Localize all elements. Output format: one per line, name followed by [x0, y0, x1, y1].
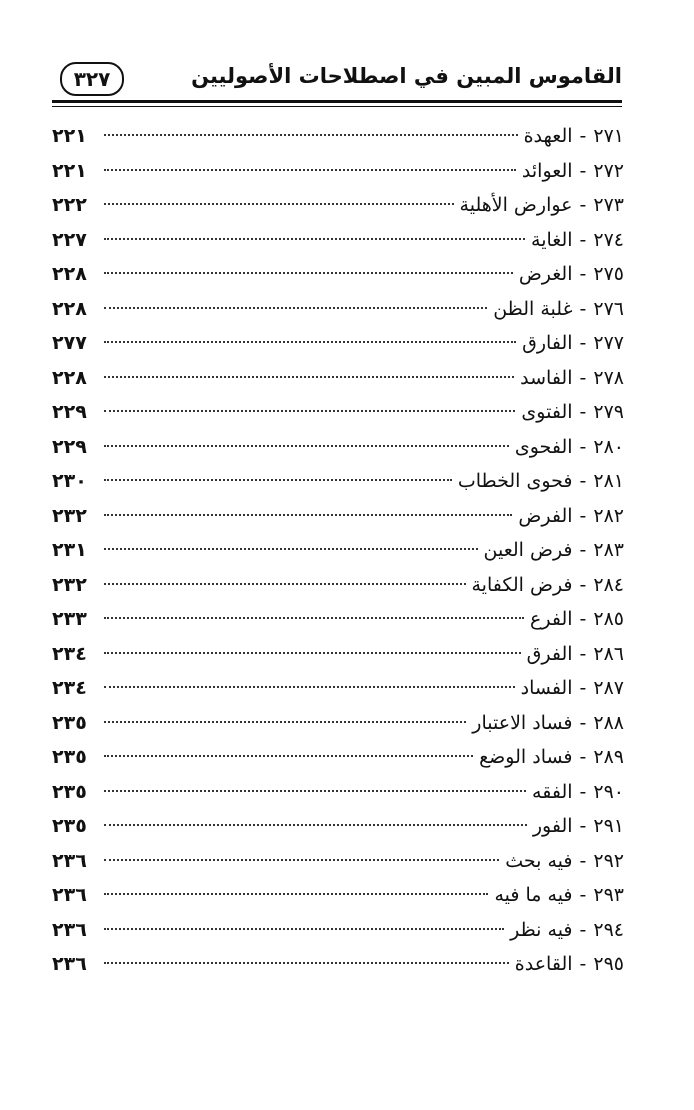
entry-term: عوارض الأهلية [459, 194, 573, 216]
toc-entry [52, 643, 624, 678]
toc-entry [52, 332, 624, 367]
entry-page-number: ٢٣٣ [52, 608, 87, 630]
entry-page-number: ٢٣٦ [52, 849, 87, 872]
entry-term: فرض الكفاية [471, 573, 573, 596]
entry-dash: ‐ [579, 642, 587, 665]
toc-entry [52, 919, 624, 954]
dot-leader [104, 652, 521, 654]
dot-leader [104, 514, 512, 516]
entry-page-number: ٢٢٧ [52, 228, 87, 251]
entry-number: ٢٩٥ [593, 953, 624, 975]
entry-page-number: ٢٣٥ [52, 815, 87, 837]
entry-page-number: ٢٢٨ [52, 366, 87, 389]
entry-number: ٢٧٨ [593, 366, 624, 389]
entry-page-number: ٢٢٨ [52, 297, 87, 320]
entry-dash: ‐ [579, 435, 587, 458]
toc-entry [52, 436, 624, 471]
entry-number: ٢٧٥ [593, 263, 624, 285]
entry-dash: ‐ [579, 159, 587, 182]
table-of-contents [52, 125, 624, 988]
entry-dash: ‐ [579, 849, 587, 872]
entry-term: غلبة الظن [493, 297, 573, 320]
entry-number: ٢٨٦ [593, 642, 624, 665]
dot-leader [104, 376, 514, 378]
dot-leader [104, 341, 516, 343]
entry-page-number: ٢٣٥ [52, 711, 87, 734]
entry-dash: ‐ [579, 711, 587, 734]
toc-entry [52, 781, 624, 816]
entry-number: ٢٩٣ [593, 884, 624, 906]
toc-entry [52, 574, 624, 609]
entry-dash: ‐ [579, 608, 587, 630]
entry-term: فيه ما فيه [494, 884, 573, 906]
entry-page-number: ٢٢٨ [52, 263, 87, 285]
entry-number: ٢٨٩ [593, 746, 624, 768]
dot-leader [104, 410, 515, 412]
entry-number: ٢٩٤ [593, 918, 624, 941]
entry-number: ٢٩١ [593, 815, 624, 837]
entry-dash: ‐ [579, 953, 587, 975]
entry-term: الفرق [526, 642, 573, 665]
entry-number: ٢٨١ [593, 470, 624, 492]
dot-leader [104, 928, 504, 930]
entry-number: ٢٧٤ [593, 228, 624, 251]
toc-entry [52, 712, 624, 747]
toc-entry [52, 367, 624, 402]
entry-term: الفساد [520, 677, 573, 699]
dot-leader [104, 134, 518, 136]
entry-page-number: ٢٣٢ [52, 504, 87, 527]
entry-dash: ‐ [579, 504, 587, 527]
entry-page-number: ٢٣٥ [52, 780, 87, 803]
entry-term: فيه نظر [510, 918, 573, 941]
toc-entry [52, 677, 624, 712]
entry-number: ٢٧٣ [593, 194, 624, 216]
dot-leader [104, 169, 516, 171]
dot-leader [104, 893, 488, 895]
entry-number: ٢٨٣ [593, 539, 624, 561]
entry-page-number: ٢٣١ [52, 539, 87, 561]
entry-page-number: ٢٢١ [52, 125, 87, 147]
entry-dash: ‐ [579, 746, 587, 768]
entry-page-number: ٢٣٦ [52, 918, 87, 941]
entry-term: فساد الوضع [479, 746, 573, 768]
toc-entry [52, 953, 624, 988]
entry-dash: ‐ [579, 884, 587, 906]
entry-dash: ‐ [579, 125, 587, 147]
toc-entry [52, 470, 624, 505]
entry-number: ٢٧٧ [593, 332, 624, 354]
toc-entry [52, 539, 624, 574]
page-header [52, 62, 622, 102]
entry-number: ٢٨٤ [593, 573, 624, 596]
entry-term: فرض العين [483, 539, 573, 561]
page-number-badge: ٣٢٧ [60, 62, 124, 96]
dot-leader [104, 307, 487, 309]
entry-page-number: ٢٢١ [52, 159, 87, 182]
entry-page-number: ٢٣٦ [52, 884, 87, 906]
entry-number: ٢٧٦ [593, 297, 624, 320]
toc-entry [52, 263, 624, 298]
entry-term: الفقه [532, 780, 573, 803]
dot-leader [104, 272, 513, 274]
entry-page-number: ٢٢٩ [52, 435, 87, 458]
entry-number: ٢٧١ [593, 125, 624, 147]
entry-page-number: ٢٣٢ [52, 573, 87, 596]
entry-dash: ‐ [579, 918, 587, 941]
dot-leader [104, 238, 525, 240]
entry-number: ٢٨٠ [593, 435, 624, 458]
dot-leader [104, 203, 454, 205]
entry-term: فساد الاعتبار [472, 711, 573, 734]
toc-entry [52, 194, 624, 229]
toc-entry [52, 850, 624, 885]
running-title: القاموس المبين في اصطلاحات الأصوليين [191, 64, 622, 88]
entry-dash: ‐ [579, 815, 587, 837]
dot-leader [104, 583, 466, 585]
entry-dash: ‐ [579, 539, 587, 561]
entry-number: ٢٧٩ [593, 401, 624, 423]
dot-leader [104, 445, 509, 447]
toc-entry [52, 298, 624, 333]
dot-leader [104, 479, 452, 481]
entry-term: العوائد [521, 159, 573, 182]
entry-dash: ‐ [579, 263, 587, 285]
entry-page-number: ٢٣٤ [52, 677, 87, 699]
entry-term: الفرض [518, 504, 573, 527]
entry-term: الفتوى [521, 401, 573, 423]
entry-number: ٢٨٧ [593, 677, 624, 699]
entry-dash: ‐ [579, 573, 587, 596]
entry-page-number: ٢٢٩ [52, 401, 87, 423]
dot-leader [104, 824, 527, 826]
dot-leader [104, 617, 524, 619]
entry-term: العهدة [523, 125, 573, 147]
dot-leader [104, 755, 473, 757]
entry-dash: ‐ [579, 366, 587, 389]
dot-leader [104, 721, 466, 723]
entry-number: ٢٩٢ [593, 849, 624, 872]
entry-term: الغرض [518, 263, 573, 285]
entry-dash: ‐ [579, 228, 587, 251]
entry-term: الغاية [531, 228, 573, 251]
entry-page-number: ٢٣٠ [52, 470, 87, 492]
toc-entry [52, 608, 624, 643]
entry-term: الفرع [530, 608, 573, 630]
dot-leader [104, 790, 526, 792]
entry-dash: ‐ [579, 470, 587, 492]
entry-number: ٢٨٥ [593, 608, 624, 630]
entry-term: فيه بحث [505, 849, 573, 872]
entry-term: الفحوى [514, 435, 573, 458]
entry-number: ٢٨٢ [593, 504, 624, 527]
dot-leader [104, 686, 515, 688]
entry-dash: ‐ [579, 332, 587, 354]
entry-dash: ‐ [579, 194, 587, 216]
dot-leader [104, 859, 499, 861]
dot-leader [104, 548, 478, 550]
toc-entry [52, 160, 624, 195]
entry-number: ٢٩٠ [593, 780, 624, 803]
entry-number: ٢٨٨ [593, 711, 624, 734]
toc-entry [52, 401, 624, 436]
entry-term: فحوى الخطاب [457, 470, 573, 492]
entry-dash: ‐ [579, 780, 587, 803]
toc-entry [52, 125, 624, 160]
toc-entry [52, 746, 624, 781]
header-rule-thick [52, 100, 622, 103]
toc-entry [52, 229, 624, 264]
entry-term: الفاسد [520, 366, 573, 389]
dot-leader [104, 962, 509, 964]
entry-term: الفارق [522, 332, 573, 354]
entry-page-number: ٢٣٤ [52, 642, 87, 665]
entry-page-number: ٢٣٦ [52, 953, 87, 975]
entry-dash: ‐ [579, 297, 587, 320]
entry-page-number: ٢٣٥ [52, 746, 87, 768]
toc-entry [52, 884, 624, 919]
header-rule-thin [52, 106, 622, 107]
entry-page-number: ٢٢٢ [52, 194, 87, 216]
entry-dash: ‐ [579, 401, 587, 423]
toc-entry [52, 505, 624, 540]
entry-term: القاعدة [514, 953, 573, 975]
entry-dash: ‐ [579, 677, 587, 699]
entry-term: الفور [532, 815, 573, 837]
toc-entry [52, 815, 624, 850]
entry-number: ٢٧٢ [593, 159, 624, 182]
entry-page-number: ٢٧٧ [52, 332, 87, 354]
